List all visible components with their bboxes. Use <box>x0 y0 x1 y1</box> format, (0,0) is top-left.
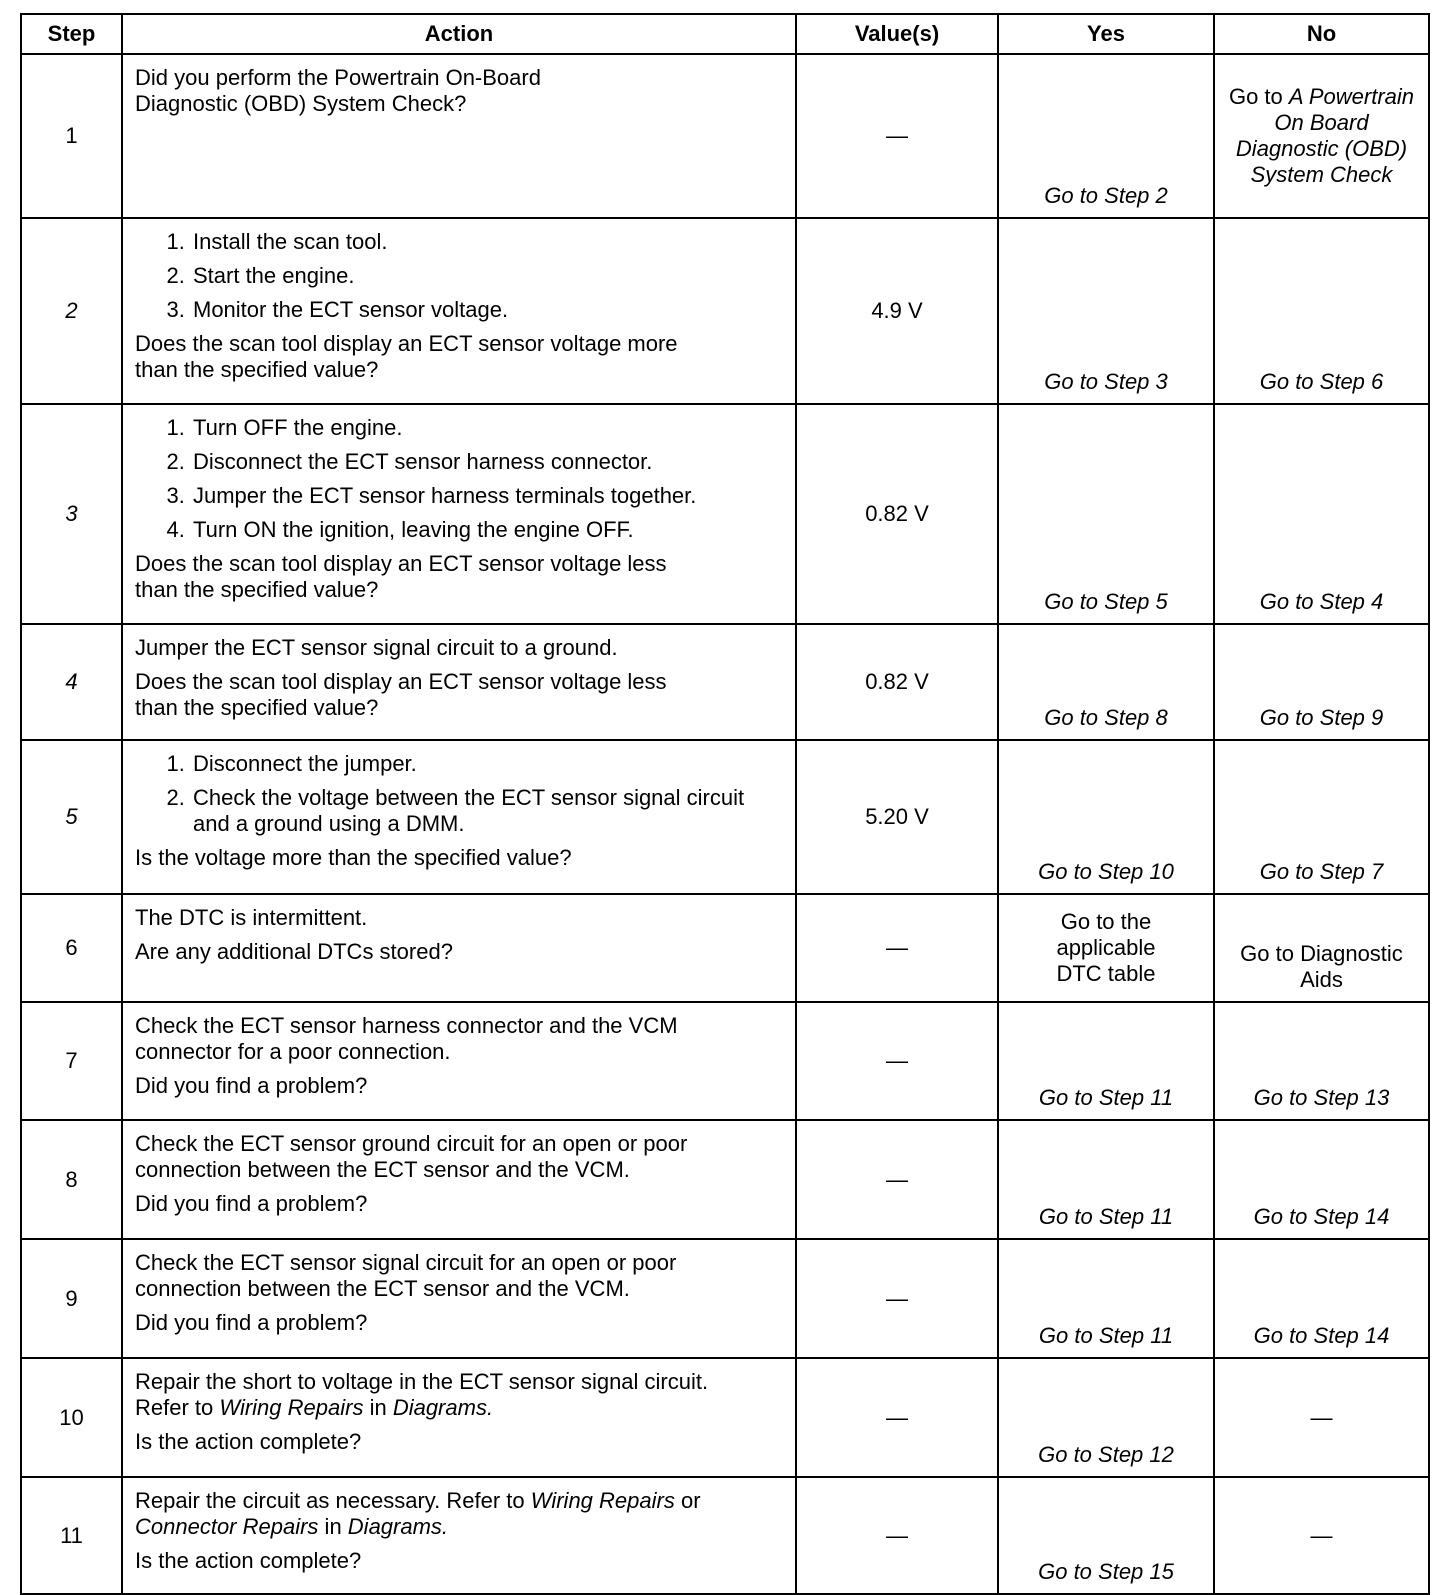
step-number: 1 <box>21 54 122 218</box>
diagnostic-table <box>20 13 1430 1595</box>
value-cell: 4.9 V <box>796 218 998 404</box>
instruction-text: Repair the circuit as necessary. Refer to <box>135 1488 531 1513</box>
action-cell <box>122 404 796 624</box>
value-cell: — <box>796 54 998 218</box>
header-step: Step <box>21 14 122 54</box>
action-instruction <box>135 1369 785 1421</box>
header-row <box>21 14 1429 54</box>
no-cell: Go to Step 14 <box>1214 1120 1429 1239</box>
step-number-text: 5 <box>65 804 78 829</box>
step-number: 11 <box>21 1477 122 1594</box>
instruction-text: Repair the short to voltage in the ECT sensor signal circuit. Refer to <box>135 1369 709 1420</box>
reference-wiring-repairs: Wiring Repairs <box>530 1488 675 1513</box>
no-cell: — <box>1214 1358 1429 1477</box>
yes-cell: Go to the applicable DTC table <box>998 894 1214 1002</box>
action-question: Is the action complete? <box>135 1548 362 1573</box>
action-question: Is the voltage more than the specified value? <box>135 845 572 870</box>
value-cell: — <box>796 1120 998 1239</box>
value-cell: — <box>796 1002 998 1120</box>
table-row <box>21 1358 1429 1477</box>
action-question: Did you find a problem? <box>135 1073 368 1098</box>
action-cell <box>122 218 796 404</box>
action-steps <box>135 415 785 543</box>
reference-wiring-repairs: Wiring Repairs <box>219 1395 364 1420</box>
action-instruction: The DTC is intermittent. <box>135 905 368 930</box>
no-cell: Go to Diagnostic Aids <box>1214 894 1429 1002</box>
header-no: No <box>1214 14 1429 54</box>
no-cell: Go to Step 6 <box>1214 218 1429 404</box>
yes-cell: Go to Step 3 <box>998 218 1214 404</box>
no-cell: — <box>1214 1477 1429 1594</box>
question-line: Does the scan tool display an ECT sensor voltage less <box>135 669 667 694</box>
step-number-text: 2 <box>65 298 78 323</box>
step-number: 8 <box>21 1120 122 1239</box>
no-cell: Go to Step 4 <box>1214 404 1429 624</box>
action-cell <box>122 894 796 1002</box>
action-instruction: Check the ECT sensor signal circuit for an open or poor connection between the ECT sensor and the VCM. <box>135 1250 677 1301</box>
step-number: 6 <box>21 894 122 1002</box>
action-cell <box>122 1002 796 1120</box>
no-cell <box>1214 54 1429 218</box>
question-line: Does the scan tool display an ECT sensor voltage less <box>135 551 667 576</box>
table-row <box>21 894 1429 1002</box>
yes-cell: Go to Step 2 <box>998 54 1214 218</box>
action-instruction: Check the ECT sensor harness connector and the VCM connector for a poor connection. <box>135 1013 678 1064</box>
action-cell <box>122 1120 796 1239</box>
table-row <box>21 1120 1429 1239</box>
step-number-text: 4 <box>65 669 78 694</box>
reference-diagrams: Diagrams. <box>392 1395 494 1420</box>
yes-cell: Go to Step 11 <box>998 1002 1214 1120</box>
value-cell: 5.20 V <box>796 740 998 894</box>
header-values: Value(s) <box>796 14 998 54</box>
value-cell: — <box>796 1358 998 1477</box>
action-question <box>135 65 785 117</box>
step-number: 7 <box>21 1002 122 1120</box>
action-step-item: 1. Turn OFF the engine. <box>191 415 785 441</box>
action-cell <box>122 740 796 894</box>
action-cell <box>122 1239 796 1358</box>
action-step-item: 3. Monitor the ECT sensor voltage. <box>191 297 785 323</box>
table-row <box>21 218 1429 404</box>
table-row <box>21 1239 1429 1358</box>
yes-cell: Go to Step 10 <box>998 740 1214 894</box>
action-instruction: Check the ECT sensor ground circuit for an open or poor connection between the ECT sensor and the VCM. <box>135 1131 688 1182</box>
action-question <box>135 669 785 721</box>
instruction-text: or <box>674 1488 701 1513</box>
step-number <box>21 404 122 624</box>
action-instruction: Jumper the ECT sensor signal circuit to a ground. <box>135 635 618 660</box>
action-steps <box>135 751 785 837</box>
value-cell: 0.82 V <box>796 404 998 624</box>
no-cell: Go to Step 9 <box>1214 624 1429 740</box>
action-question: Is the action complete? <box>135 1429 362 1454</box>
table-row <box>21 1477 1429 1594</box>
yes-cell: Go to Step 12 <box>998 1358 1214 1477</box>
question-line: Diagnostic (OBD) System Check? <box>135 91 467 116</box>
table-row <box>21 54 1429 218</box>
action-cell <box>122 1477 796 1594</box>
no-cell: Go to Step 7 <box>1214 740 1429 894</box>
table-row <box>21 740 1429 894</box>
step-number <box>21 740 122 894</box>
action-question <box>135 331 785 383</box>
action-step-item: 1. Disconnect the jumper. <box>191 751 785 777</box>
question-line: than the specified value? <box>135 357 379 382</box>
action-step-item: 2. Start the engine. <box>191 263 785 289</box>
action-step-item: 4. Turn ON the ignition, leaving the engine OFF. <box>191 517 785 543</box>
action-instruction <box>135 1488 785 1540</box>
step-number: 10 <box>21 1358 122 1477</box>
header-yes: Yes <box>998 14 1214 54</box>
reference-connector-repairs: Connector Repairs <box>135 1514 319 1539</box>
table-row <box>21 404 1429 624</box>
action-steps <box>135 229 785 323</box>
yes-cell: Go to Step 8 <box>998 624 1214 740</box>
action-cell <box>122 1358 796 1477</box>
reference-diagrams: Diagrams. <box>347 1514 449 1539</box>
question-line: Does the scan tool display an ECT sensor voltage more <box>135 331 678 356</box>
value-cell: 0.82 V <box>796 624 998 740</box>
step-number-text: 3 <box>65 501 78 526</box>
no-text: Go to <box>1228 84 1283 109</box>
value-cell: — <box>796 1477 998 1594</box>
header-action: Action <box>122 14 796 54</box>
action-step-item: 2. Check the voltage between the ECT sensor signal circuit and a ground using a DMM. <box>191 785 785 837</box>
action-cell <box>122 624 796 740</box>
action-cell <box>122 54 796 218</box>
step-number: 9 <box>21 1239 122 1358</box>
action-step-item: 3. Jumper the ECT sensor harness terminals together. <box>191 483 785 509</box>
action-question: Are any additional DTCs stored? <box>135 939 453 964</box>
no-link-text: A Powertrain On Board Diagnostic (OBD) System Check <box>1235 84 1415 187</box>
yes-cell: Go to Step 5 <box>998 404 1214 624</box>
action-question: Did you find a problem? <box>135 1191 368 1216</box>
step-number <box>21 624 122 740</box>
value-cell: — <box>796 894 998 1002</box>
action-question: Did you find a problem? <box>135 1310 368 1335</box>
action-step-item: 1. Install the scan tool. <box>191 229 785 255</box>
question-line: than the specified value? <box>135 577 379 602</box>
question-line: than the specified value? <box>135 695 379 720</box>
step-number <box>21 218 122 404</box>
yes-cell: Go to Step 11 <box>998 1239 1214 1358</box>
instruction-text: in <box>363 1395 393 1420</box>
question-line: Did you perform the Powertrain On-Board <box>135 65 541 90</box>
no-cell: Go to Step 14 <box>1214 1239 1429 1358</box>
value-cell: — <box>796 1239 998 1358</box>
action-step-item: 2. Disconnect the ECT sensor harness connector. <box>191 449 785 475</box>
yes-cell: Go to Step 11 <box>998 1120 1214 1239</box>
table-row <box>21 624 1429 740</box>
action-question <box>135 551 785 603</box>
yes-cell: Go to Step 15 <box>998 1477 1214 1594</box>
table-row <box>21 1002 1429 1120</box>
instruction-text: in <box>318 1514 348 1539</box>
no-cell: Go to Step 13 <box>1214 1002 1429 1120</box>
